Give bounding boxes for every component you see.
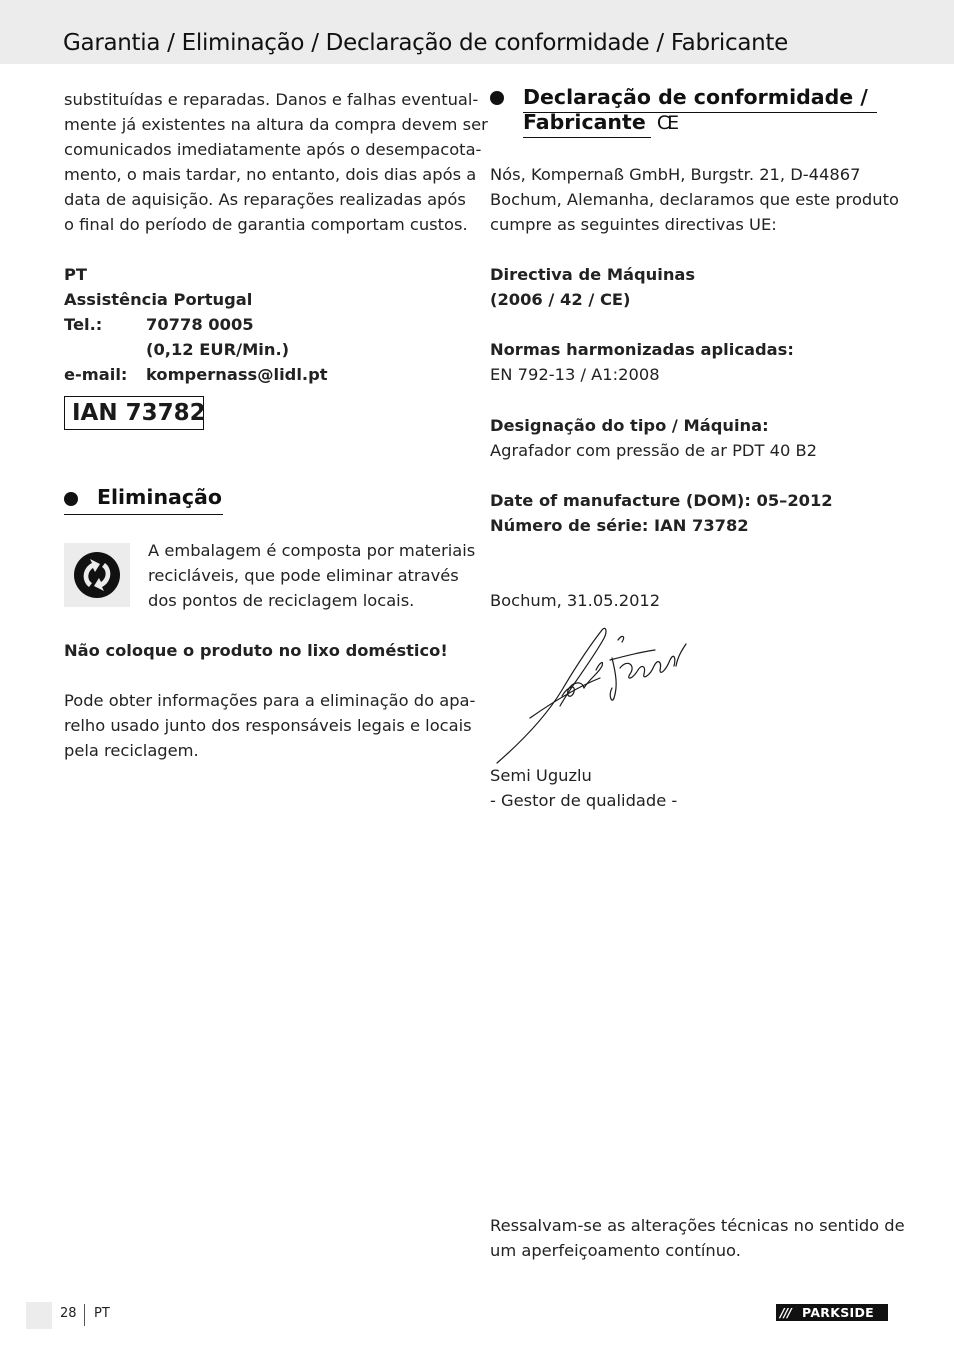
text-line: data de aquisição. As reparações realizadas após — [64, 190, 466, 209]
email-value: kompernass@lidl.pt — [146, 365, 328, 384]
brand-mark: /// — [780, 1305, 791, 1320]
disposal-heading-text: Eliminação — [97, 485, 222, 509]
text-line: substituídas e reparadas. Danos e falhas eventual- — [64, 90, 479, 109]
text-line: A embalagem é composta por materiais — [148, 541, 476, 560]
disposal-warning: Não coloque o produto no lixo doméstico! — [64, 641, 448, 660]
packaging-text — [148, 538, 476, 613]
phone-label: Tel.: — [64, 315, 103, 334]
signer-name: Semi Uguzlu — [490, 766, 592, 785]
heading-underline — [523, 137, 651, 138]
signer-block — [490, 763, 890, 813]
place-date: Bochum, 31.05.2012 — [490, 591, 661, 610]
bullet-dot-icon — [64, 492, 78, 506]
text-line: Nós, Kompernaß GmbH, Burgstr. 21, D-44867 — [490, 165, 861, 184]
footer-divider — [84, 1304, 85, 1326]
text-line: (2006 / 42 / CE) — [490, 290, 631, 309]
type-label: Designação do tipo / Máquina: — [490, 416, 769, 435]
phone-rate: (0,12 EUR/Min.) — [146, 340, 290, 359]
text-line: o final do período de garantia comportam custos. — [64, 215, 468, 234]
handwritten-signature — [490, 618, 700, 768]
page-title: Garantia / Eliminação / Declaração de conformidade / Fabricante — [63, 30, 788, 56]
text-line: cumpre as seguintes directivas UE: — [490, 215, 777, 234]
text-line: relho usado junto dos responsáveis legais e locais — [64, 716, 472, 735]
email-label: e-mail: — [64, 365, 128, 384]
heading-underline — [64, 514, 223, 515]
green-dot-recycling-icon — [64, 543, 130, 607]
declaration-text — [490, 162, 899, 237]
harmonized-standards — [490, 337, 890, 387]
text-line: Ressalvam-se as alterações técnicas no sentido de — [490, 1216, 905, 1235]
disposal-info — [64, 688, 476, 763]
type-designation — [490, 413, 890, 463]
bullet-dot-icon — [490, 91, 504, 105]
page-number: 28 — [60, 1306, 77, 1321]
standards-label: Normas harmonizadas aplicadas: — [490, 340, 794, 359]
text-line: Directiva de Máquinas — [490, 265, 696, 284]
text-line: Pode obter informações para a eliminação do apa- — [64, 691, 476, 710]
technical-changes-disclaimer — [490, 1213, 905, 1263]
type-value: Agrafador com pressão de ar PDT 40 B2 — [490, 441, 818, 460]
contact-country: PT — [64, 265, 88, 284]
contact-service: Assistência Portugal — [64, 290, 253, 309]
conformity-heading-line2 — [523, 110, 676, 136]
machinery-directive — [490, 262, 890, 312]
standards-value: EN 792-13 / A1:2008 — [490, 365, 660, 384]
manufacture-info — [490, 488, 890, 538]
footer-language: PT — [94, 1306, 110, 1321]
service-contact — [64, 262, 468, 387]
text-line: dos pontos de reciclagem locais. — [148, 591, 415, 610]
text-line: pela reciclagem. — [64, 741, 199, 760]
signer-role: - Gestor de qualidade - — [490, 791, 678, 810]
text-line: mente já existentes na altura da compra devem ser — [64, 115, 488, 134]
conformity-heading-text: Fabricante — [523, 110, 646, 134]
warranty-text — [64, 87, 488, 237]
text-line: recicláveis, que pode eliminar através — [148, 566, 459, 585]
date-of-manufacture: Date of manufacture (DOM): 05–2012 — [490, 491, 833, 510]
parkside-logo — [776, 1304, 888, 1321]
text-line: mento, o mais tardar, no entanto, dois dias após a — [64, 165, 477, 184]
text-line: comunicados imediatamente após o desempacota- — [64, 140, 482, 159]
conformity-heading-line1: Declaração de conformidade / — [523, 85, 868, 109]
serial-number: Número de série: IAN 73782 — [490, 516, 749, 535]
ian-number-box: IAN 73782 — [64, 396, 204, 430]
text-line: Bochum, Alemanha, declaramos que este produto — [490, 190, 899, 209]
footer-tab — [26, 1302, 52, 1329]
text-line: um aperfeiçoamento contínuo. — [490, 1241, 741, 1260]
brand-name: PARKSIDE — [802, 1305, 874, 1320]
phone-value: 70778 0005 — [146, 315, 254, 334]
ce-mark-icon: CE — [656, 112, 677, 134]
page-header — [0, 0, 954, 64]
